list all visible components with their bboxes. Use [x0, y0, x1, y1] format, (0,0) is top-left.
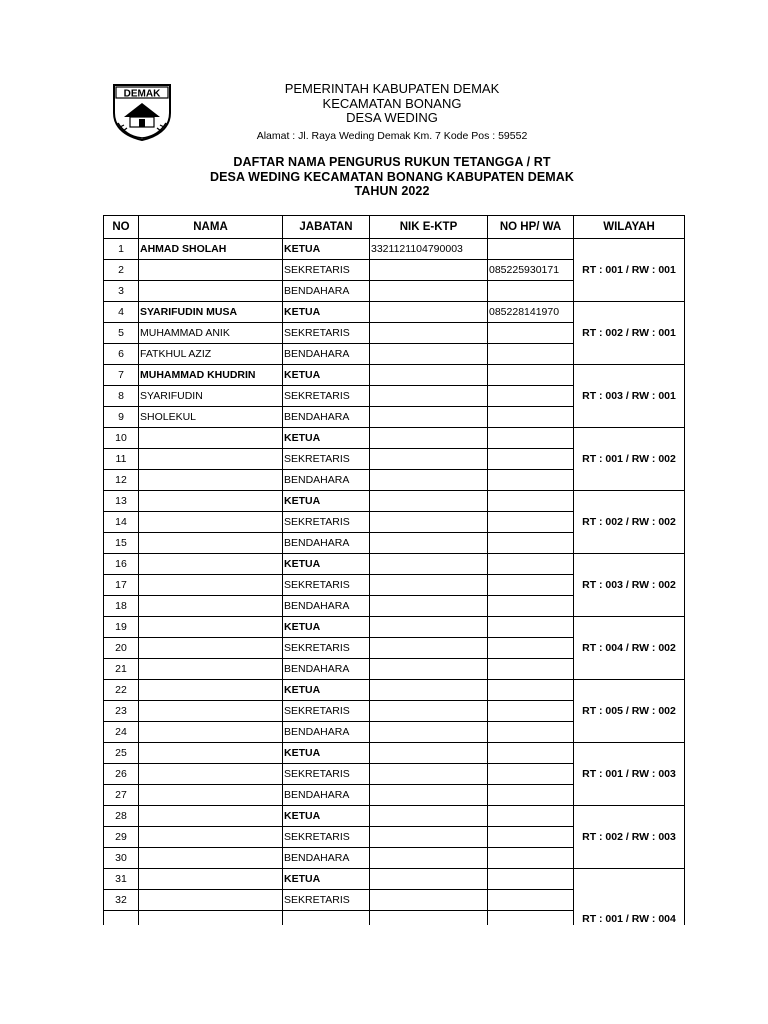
- cell-jabatan: SEKRETARIS: [283, 575, 370, 596]
- cell-jabatan: SEKRETARIS: [283, 764, 370, 785]
- cell-nik: [370, 281, 488, 302]
- cell-hp: [488, 827, 574, 848]
- letterhead: [200, 82, 584, 143]
- cell-nama: [139, 617, 283, 638]
- cell-nik: [370, 323, 488, 344]
- cell-nik: [370, 407, 488, 428]
- table-row: [104, 302, 685, 323]
- cell-no: 8: [104, 386, 139, 407]
- table-row: [104, 869, 685, 890]
- government-name: PEMERINTAH KABUPATEN DEMAK: [284, 81, 500, 96]
- title-line-1: DAFTAR NAMA PENGURUS RUKUN TETANGGA / RT: [233, 155, 551, 169]
- cell-no: 10: [104, 428, 139, 449]
- table-row: [104, 617, 685, 638]
- demak-emblem-icon: [110, 83, 174, 141]
- cell-jabatan: KETUA: [283, 302, 370, 323]
- cell-jabatan: KETUA: [283, 365, 370, 386]
- cell-no: 13: [104, 491, 139, 512]
- cell-hp: [488, 365, 574, 386]
- header-wilayah: WILAYAH: [574, 216, 685, 239]
- cell-wilayah: RT : 005 / RW : 002: [574, 680, 685, 743]
- cell-hp: [488, 407, 574, 428]
- cell-jabatan: BENDAHARA: [283, 407, 370, 428]
- cell-nik: [370, 596, 488, 617]
- cell-wilayah: RT : 002 / RW : 001: [574, 302, 685, 365]
- district-name: KECAMATAN BONANG: [322, 95, 462, 111]
- cell-jabatan: KETUA: [283, 554, 370, 575]
- cell-no: 3: [104, 281, 139, 302]
- cell-jabatan: KETUA: [283, 869, 370, 890]
- cell-nik: [370, 785, 488, 806]
- cell-no: 27: [104, 785, 139, 806]
- cell-nik: [370, 659, 488, 680]
- cell-nama: [139, 470, 283, 491]
- cell-no: 23: [104, 701, 139, 722]
- cell-jabatan: KETUA: [283, 491, 370, 512]
- cell-hp: [488, 743, 574, 764]
- table-row: [104, 239, 685, 260]
- cell-nik: [370, 449, 488, 470]
- cell-no: 5: [104, 323, 139, 344]
- cell-jabatan: KETUA: [283, 743, 370, 764]
- cell-nama: [139, 281, 283, 302]
- cell-hp: [488, 512, 574, 533]
- cell-jabatan: BENDAHARA: [283, 722, 370, 743]
- cell-nama: SHOLEKUL: [139, 407, 283, 428]
- cell-jabatan: SEKRETARIS: [283, 827, 370, 848]
- cell-nama: [139, 701, 283, 722]
- cell-no: 4: [104, 302, 139, 323]
- cell-nama: [139, 827, 283, 848]
- cell-jabatan: KETUA: [283, 428, 370, 449]
- cell-hp: [488, 281, 574, 302]
- cell-no: 1: [104, 239, 139, 260]
- cell-nik: [370, 743, 488, 764]
- address: Alamat : Jl. Raya Weding Demak Km. 7 Kode Pos : 59552: [256, 129, 528, 142]
- cell-hp: 085228141970: [488, 302, 574, 323]
- cell-nama: AHMAD SHOLAH: [139, 239, 283, 260]
- cell-hp: [488, 617, 574, 638]
- cell-nama: [139, 260, 283, 281]
- cell-nama: [139, 806, 283, 827]
- cell-nik: [370, 491, 488, 512]
- cell-nama: [139, 848, 283, 869]
- cell-nik: [370, 512, 488, 533]
- cell-jabatan: SEKRETARIS: [283, 323, 370, 344]
- cell-hp: [488, 491, 574, 512]
- cell-nik: [370, 701, 488, 722]
- cell-nama: [139, 638, 283, 659]
- cell-nik: [370, 470, 488, 491]
- cell-hp: [488, 638, 574, 659]
- cell-jabatan: BENDAHARA: [283, 281, 370, 302]
- cell-jabatan: SEKRETARIS: [283, 386, 370, 407]
- table-row: [104, 680, 685, 701]
- cell-no: 16: [104, 554, 139, 575]
- cell-nik: [370, 911, 488, 926]
- title-line-3: TAHUN 2022: [354, 184, 430, 198]
- cell-no: 18: [104, 596, 139, 617]
- cell-nama: [139, 428, 283, 449]
- cell-no: [104, 911, 139, 926]
- table-row: [104, 428, 685, 449]
- cell-hp: [488, 848, 574, 869]
- cell-nama: [139, 449, 283, 470]
- cell-hp: [488, 722, 574, 743]
- rt-officials-table: [103, 215, 685, 925]
- cell-nama: [139, 659, 283, 680]
- cell-no: 24: [104, 722, 139, 743]
- cell-wilayah: RT : 002 / RW : 002: [574, 491, 685, 554]
- cell-hp: [488, 575, 574, 596]
- cell-nik: [370, 365, 488, 386]
- cell-nik: [370, 827, 488, 848]
- cell-no: 19: [104, 617, 139, 638]
- cell-jabatan: SEKRETARIS: [283, 638, 370, 659]
- table-row: [104, 365, 685, 386]
- cell-hp: [488, 890, 574, 911]
- cell-jabatan: KETUA: [283, 806, 370, 827]
- table-row: [104, 491, 685, 512]
- cell-wilayah: RT : 003 / RW : 001: [574, 365, 685, 428]
- cell-jabatan: KETUA: [283, 239, 370, 260]
- cell-no: 17: [104, 575, 139, 596]
- cell-hp: [488, 911, 574, 926]
- cell-nama: MUHAMMAD KHUDRIN: [139, 365, 283, 386]
- document-title: [150, 155, 634, 199]
- cell-no: 22: [104, 680, 139, 701]
- cell-nik: [370, 806, 488, 827]
- cell-hp: [488, 764, 574, 785]
- cell-wilayah: RT : 001 / RW : 004: [574, 869, 685, 926]
- cell-no: 7: [104, 365, 139, 386]
- cell-nik: 3321121104790003: [370, 239, 488, 260]
- cell-no: 15: [104, 533, 139, 554]
- table-row: [104, 806, 685, 827]
- cell-jabatan: [283, 911, 370, 926]
- cell-hp: [488, 869, 574, 890]
- cell-no: 21: [104, 659, 139, 680]
- table-body: [104, 239, 685, 926]
- cell-hp: [488, 239, 574, 260]
- cell-jabatan: BENDAHARA: [283, 470, 370, 491]
- cell-nama: MUHAMMAD ANIK: [139, 323, 283, 344]
- cell-hp: [488, 806, 574, 827]
- cell-nik: [370, 617, 488, 638]
- cell-nama: FATKHUL AZIZ: [139, 344, 283, 365]
- cell-nama: [139, 512, 283, 533]
- cell-nik: [370, 869, 488, 890]
- table-row: [104, 554, 685, 575]
- cell-wilayah: RT : 002 / RW : 003: [574, 806, 685, 869]
- cell-jabatan: SEKRETARIS: [283, 701, 370, 722]
- cell-no: 12: [104, 470, 139, 491]
- cell-nik: [370, 848, 488, 869]
- cell-nik: [370, 764, 488, 785]
- cell-hp: [488, 554, 574, 575]
- cell-nik: [370, 386, 488, 407]
- cell-nama: [139, 764, 283, 785]
- logo-text: DEMAK: [123, 88, 161, 100]
- cell-jabatan: KETUA: [283, 617, 370, 638]
- header-nama: NAMA: [139, 216, 283, 239]
- cell-no: 26: [104, 764, 139, 785]
- table-row: [104, 743, 685, 764]
- cell-nik: [370, 680, 488, 701]
- cell-nik: [370, 575, 488, 596]
- title-line-2: DESA WEDING KECAMATAN BONANG KABUPATEN DEMAK: [209, 169, 575, 184]
- cell-no: 11: [104, 449, 139, 470]
- cell-no: 30: [104, 848, 139, 869]
- cell-jabatan: KETUA: [283, 680, 370, 701]
- cell-hp: [488, 323, 574, 344]
- cell-no: 29: [104, 827, 139, 848]
- cell-no: 20: [104, 638, 139, 659]
- cell-jabatan: BENDAHARA: [283, 659, 370, 680]
- cell-hp: [488, 596, 574, 617]
- cell-no: 31: [104, 869, 139, 890]
- cell-nik: [370, 890, 488, 911]
- cell-no: 14: [104, 512, 139, 533]
- cell-nama: [139, 596, 283, 617]
- cell-hp: [488, 449, 574, 470]
- cell-jabatan: BENDAHARA: [283, 596, 370, 617]
- cell-jabatan: BENDAHARA: [283, 533, 370, 554]
- cell-nik: [370, 554, 488, 575]
- header-hp: NO HP/ WA: [488, 216, 574, 239]
- cell-hp: [488, 701, 574, 722]
- cell-hp: [488, 680, 574, 701]
- cell-nik: [370, 302, 488, 323]
- header-no: NO: [104, 216, 139, 239]
- cell-nik: [370, 638, 488, 659]
- cell-hp: [488, 659, 574, 680]
- cell-hp: 085225930171: [488, 260, 574, 281]
- cell-hp: [488, 428, 574, 449]
- cell-nama: [139, 890, 283, 911]
- cell-nik: [370, 533, 488, 554]
- header-nik: NIK E-KTP: [370, 216, 488, 239]
- cell-jabatan: BENDAHARA: [283, 848, 370, 869]
- cell-nama: [139, 785, 283, 806]
- cell-nama: [139, 722, 283, 743]
- cell-nama: [139, 869, 283, 890]
- cell-hp: [488, 470, 574, 491]
- cell-hp: [488, 785, 574, 806]
- cell-nama: SYARIFUDIN: [139, 386, 283, 407]
- cell-wilayah: RT : 004 / RW : 002: [574, 617, 685, 680]
- table-header-row: [104, 216, 685, 239]
- cell-hp: [488, 344, 574, 365]
- cell-nama: [139, 533, 283, 554]
- cell-nik: [370, 260, 488, 281]
- cell-hp: [488, 386, 574, 407]
- cell-jabatan: SEKRETARIS: [283, 449, 370, 470]
- cell-nama: SYARIFUDIN MUSA: [139, 302, 283, 323]
- cell-nama: [139, 680, 283, 701]
- cell-jabatan: BENDAHARA: [283, 344, 370, 365]
- cell-no: 6: [104, 344, 139, 365]
- cell-nama: [139, 554, 283, 575]
- cell-jabatan: BENDAHARA: [283, 785, 370, 806]
- cell-wilayah: RT : 001 / RW : 001: [574, 239, 685, 302]
- cell-no: 9: [104, 407, 139, 428]
- cell-nama: [139, 911, 283, 926]
- cell-nama: [139, 575, 283, 596]
- cell-wilayah: RT : 001 / RW : 002: [574, 428, 685, 491]
- cell-nik: [370, 344, 488, 365]
- cell-no: 25: [104, 743, 139, 764]
- cell-no: 2: [104, 260, 139, 281]
- cell-jabatan: SEKRETARIS: [283, 512, 370, 533]
- cell-hp: [488, 533, 574, 554]
- cell-nik: [370, 428, 488, 449]
- demak-logo: [110, 83, 174, 141]
- cell-no: 28: [104, 806, 139, 827]
- cell-nama: [139, 491, 283, 512]
- header-jabatan: JABATAN: [283, 216, 370, 239]
- cell-jabatan: SEKRETARIS: [283, 260, 370, 281]
- cell-wilayah: RT : 001 / RW : 003: [574, 743, 685, 806]
- cell-no: 32: [104, 890, 139, 911]
- cell-wilayah: RT : 003 / RW : 002: [574, 554, 685, 617]
- village-name: DESA WEDING: [346, 110, 438, 125]
- cell-nik: [370, 722, 488, 743]
- cell-nama: [139, 743, 283, 764]
- cell-jabatan: SEKRETARIS: [283, 890, 370, 911]
